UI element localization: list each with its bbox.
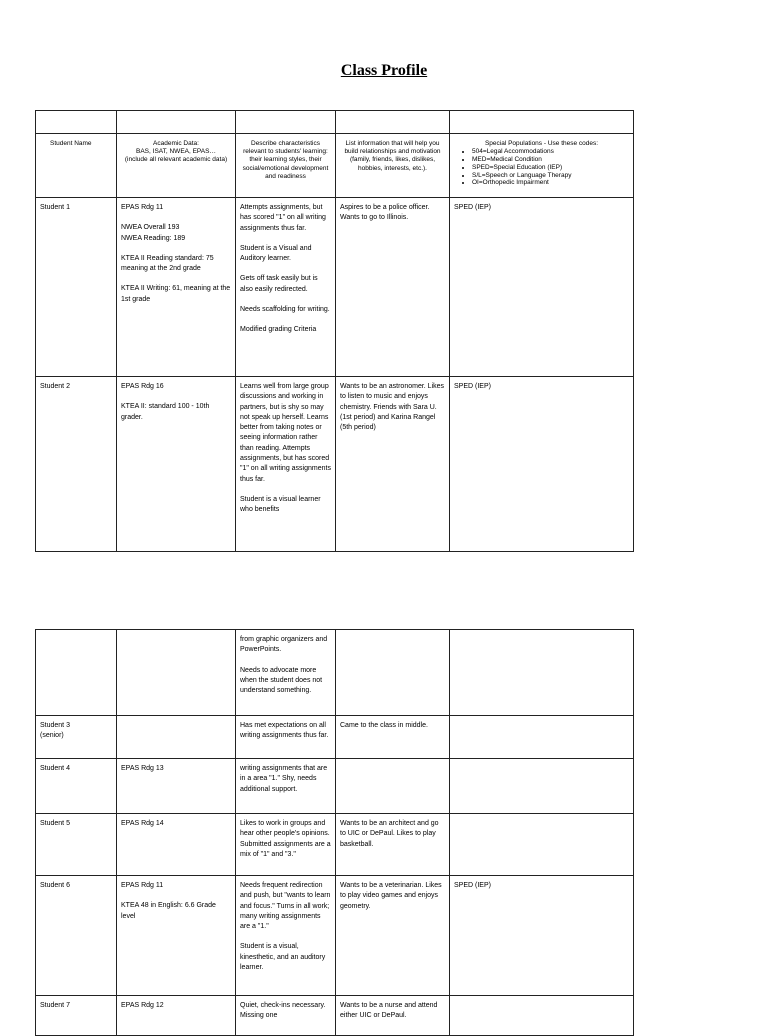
student-row	[36, 716, 634, 759]
header-academic-line: BAS, ISAT, NWEA, EPAS…	[136, 148, 216, 156]
special-population-cell	[450, 814, 634, 876]
student-name-cell: Student 3 (senior)	[36, 716, 117, 759]
academic-data-cell	[117, 716, 236, 759]
academic-data-cell-paragraph: EPAS Rdg 11	[121, 204, 164, 211]
characteristics-cell	[236, 759, 336, 814]
characteristics-cell-paragraph: Student is a Visual and Auditory learner.	[240, 244, 312, 263]
characteristics-cell	[236, 198, 336, 377]
characteristics-cell	[236, 996, 336, 1036]
special-code-item: • MED=Medical Condition	[472, 156, 629, 164]
special-population-cell	[450, 630, 634, 716]
relationships-cell	[336, 876, 450, 996]
student-name-cell: Student 4	[36, 759, 117, 814]
special-population-cell: SPED (IEP)	[450, 876, 634, 996]
characteristics-cell-paragraph: Gets off task easily but is also easily redirected.	[240, 275, 318, 293]
academic-data-cell	[117, 814, 236, 876]
student-row	[36, 814, 634, 876]
student-name-cell	[36, 630, 117, 716]
class-profile-table	[35, 110, 634, 552]
characteristics-cell-paragraph: Learns well from large group discussions and working in partners, but is shy so may not speak up herself. Learns better from taking notes or seeing information rather than reading. Attempts assignments, but has scored "1" on all writing assignments thus far.	[240, 383, 331, 483]
characteristics-cell-paragraph: Student is a visual, kinesthetic, and an auditory learner.	[240, 943, 326, 972]
relationships-cell-paragraph: Wants to be a nurse and attend either UIC or DePaul.	[340, 1002, 438, 1020]
student-row	[36, 630, 634, 716]
special-population-cell: SPED (IEP)	[450, 198, 634, 377]
special-code-item: • S/L=Speech or Language Therapy	[472, 172, 629, 180]
relationships-cell-paragraph: Wants to be an architect and go to UIC or DePaul. Likes to play basketball.	[340, 820, 439, 848]
academic-data-cell	[117, 377, 236, 552]
header-academic-line: Academic Data:	[153, 140, 199, 147]
student-name-cell: Student 7	[36, 996, 117, 1036]
characteristics-cell-paragraph: Likes to work in groups and hear other people's opinions. Submitted assignments are a mix of "1" and "3."	[240, 820, 331, 858]
special-code-item: • SPED=Special Education (IEP)	[472, 164, 629, 172]
student-row	[36, 876, 634, 996]
special-codes-list	[454, 148, 629, 187]
header-special-populations	[450, 134, 634, 198]
blank-header-row	[36, 111, 634, 134]
characteristics-cell-paragraph: Needs to advocate more when the student does not understand something.	[240, 666, 323, 695]
academic-data-cell-paragraph: KTEA 48 in English: 6.6 Grade level	[121, 902, 216, 920]
class-profile-table-continued	[35, 629, 634, 1036]
student-name-cell: Student 1	[36, 198, 117, 377]
characteristics-cell-paragraph: writing assignments that are in a area "1." Shy, needs additional support.	[240, 765, 328, 793]
academic-data-cell	[117, 630, 236, 716]
relationships-cell	[336, 377, 450, 552]
academic-data-cell	[117, 759, 236, 814]
academic-data-cell-paragraph: EPAS Rdg 14	[121, 820, 164, 827]
student-name-cell: Student 6	[36, 876, 117, 996]
characteristics-cell	[236, 876, 336, 996]
academic-data-cell-paragraph: KTEA II: standard 100 - 10th grader.	[121, 403, 210, 421]
characteristics-cell-paragraph: Quiet, check-ins necessary. Missing one	[240, 1002, 326, 1020]
characteristics-cell	[236, 716, 336, 759]
special-population-cell: SPED (IEP)	[450, 377, 634, 552]
special-population-cell	[450, 716, 634, 759]
relationships-cell-paragraph: Wants to be an astronomer. Likes to listen to music and enjoys chemistry. Friends with Sara U. (1st period) and Karina Rangel (5th period)	[340, 383, 445, 432]
characteristics-cell-paragraph: Needs scaffolding for writing.	[240, 306, 330, 314]
header-academic-data	[117, 134, 236, 198]
characteristics-cell-paragraph: Needs frequent redirection and push, but "wants to learn and focus." Turns in all work; many writing assignments are a "1."	[240, 882, 331, 931]
characteristics-cell	[236, 377, 336, 552]
student-row	[36, 996, 634, 1036]
characteristics-cell	[236, 814, 336, 876]
relationships-cell-paragraph: Aspires to be a police officer. Wants to go to Illinois.	[340, 204, 430, 222]
characteristics-cell-paragraph: Student is a visual learner who benefits	[240, 495, 321, 514]
relationships-cell	[336, 996, 450, 1036]
academic-data-cell-paragraph: EPAS Rdg 12	[121, 1002, 164, 1009]
header-academic-line: (include all relevant academic data)	[124, 156, 228, 164]
special-code-item: • 504=Legal Accommodations	[472, 148, 629, 156]
relationships-cell-paragraph: Wants to be a veterinarian. Likes to play video games and enjoys geometry.	[340, 882, 442, 910]
academic-data-cell-paragraph: EPAS Rdg 16	[121, 383, 164, 390]
student-row	[36, 377, 634, 552]
header-special-title: Special Populations - Use these codes:	[484, 140, 599, 147]
relationships-cell	[336, 198, 450, 377]
special-code-item: • OI=Orthopedic Impairment	[472, 179, 629, 187]
header-relationships: List information that will help you build relationships and motivation (family, friends, likes, dislikes, hobbies, interests, etc.).	[336, 134, 450, 198]
characteristics-cell-paragraph: Attempts assignments, but has scored "1" on all writing assignments thus far.	[240, 204, 326, 232]
student-row	[36, 759, 634, 814]
academic-data-cell-paragraph: KTEA II Writing: 61, meaning at the 1st grade	[121, 285, 231, 303]
special-population-cell	[450, 759, 634, 814]
student-row	[36, 198, 634, 377]
academic-data-cell-paragraph: EPAS Rdg 13	[121, 765, 164, 772]
student-name-cell: Student 5	[36, 814, 117, 876]
header-row	[36, 134, 634, 198]
relationships-cell	[336, 630, 450, 716]
academic-data-cell-paragraph: KTEA II Reading standard: 75 meaning at the 2nd grade	[121, 254, 214, 273]
academic-data-cell-paragraph: EPAS Rdg 11	[121, 882, 164, 889]
characteristics-cell-paragraph: from graphic organizers and PowerPoints.	[240, 636, 328, 654]
academic-data-cell-paragraph: NWEA Overall 193 NWEA Reading: 189	[121, 224, 186, 242]
academic-data-cell	[117, 198, 236, 377]
characteristics-cell-paragraph: Modified grading Criteria	[240, 326, 317, 334]
characteristics-cell	[236, 630, 336, 716]
relationships-cell	[336, 759, 450, 814]
student-name-cell: Student 2	[36, 377, 117, 552]
page-title: Class Profile	[340, 62, 428, 79]
academic-data-cell	[117, 876, 236, 996]
relationships-cell	[336, 716, 450, 759]
special-population-cell	[450, 996, 634, 1036]
relationships-cell-paragraph: Came to the class in middle.	[340, 722, 428, 729]
header-characteristics: Describe characteristics relevant to students' learning: their learning styles, their social/emotional development and readiness	[236, 134, 336, 198]
academic-data-cell	[117, 996, 236, 1036]
relationships-cell	[336, 814, 450, 876]
header-student-name: Student Name	[36, 134, 117, 198]
characteristics-cell-paragraph: Has met expectations on all writing assignments thus far.	[240, 722, 329, 740]
